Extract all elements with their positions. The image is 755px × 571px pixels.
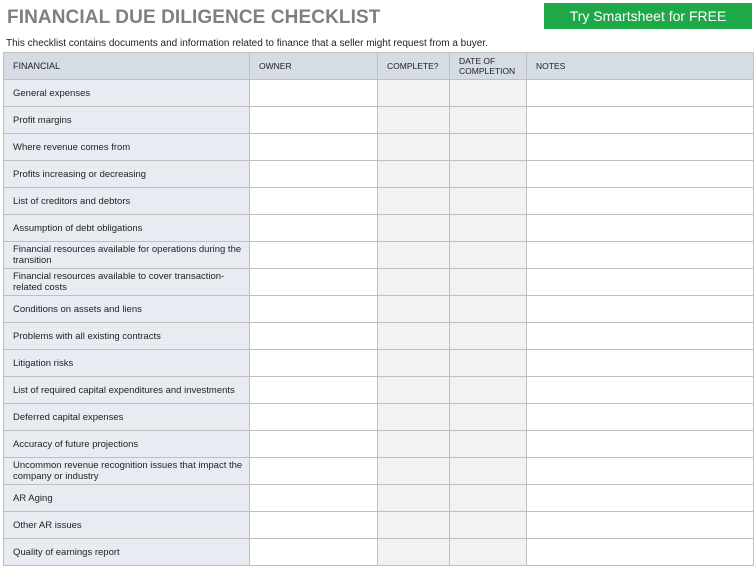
complete-cell[interactable] [378, 512, 450, 539]
date-of-completion-cell[interactable] [450, 539, 527, 566]
notes-cell[interactable] [527, 296, 754, 323]
notes-cell[interactable] [527, 350, 754, 377]
row-item-label: List of required capital expenditures and investments [4, 377, 250, 404]
date-of-completion-cell[interactable] [450, 188, 527, 215]
complete-cell[interactable] [378, 269, 450, 296]
date-of-completion-cell[interactable] [450, 512, 527, 539]
date-of-completion-cell[interactable] [450, 161, 527, 188]
notes-cell[interactable] [527, 134, 754, 161]
notes-cell[interactable] [527, 215, 754, 242]
row-item-label: Conditions on assets and liens [4, 296, 250, 323]
complete-cell[interactable] [378, 134, 450, 161]
notes-cell[interactable] [527, 512, 754, 539]
complete-cell[interactable] [378, 539, 450, 566]
complete-cell[interactable] [378, 485, 450, 512]
row-item-label: Quality of earnings report [4, 539, 250, 566]
complete-cell[interactable] [378, 350, 450, 377]
owner-cell[interactable] [250, 512, 378, 539]
owner-cell[interactable] [250, 215, 378, 242]
row-item-label: List of creditors and debtors [4, 188, 250, 215]
notes-cell[interactable] [527, 377, 754, 404]
page-subtitle: This checklist contains documents and information related to finance that a seller might request from a buyer. [6, 38, 488, 49]
complete-cell[interactable] [378, 323, 450, 350]
table-row [4, 539, 754, 566]
owner-cell[interactable] [250, 134, 378, 161]
row-item-label: Accuracy of future projections [4, 431, 250, 458]
owner-cell[interactable] [250, 269, 378, 296]
owner-cell[interactable] [250, 377, 378, 404]
row-item-label: Where revenue comes from [4, 134, 250, 161]
notes-cell[interactable] [527, 323, 754, 350]
date-of-completion-cell[interactable] [450, 134, 527, 161]
owner-cell[interactable] [250, 161, 378, 188]
row-item-label: General expenses [4, 80, 250, 107]
table-row [4, 377, 754, 404]
date-of-completion-cell[interactable] [450, 458, 527, 485]
row-item-label: Financial resources available to cover transaction-related costs [4, 269, 250, 296]
owner-cell[interactable] [250, 323, 378, 350]
owner-cell[interactable] [250, 431, 378, 458]
row-item-label: Assumption of debt obligations [4, 215, 250, 242]
date-of-completion-cell[interactable] [450, 215, 527, 242]
complete-cell[interactable] [378, 458, 450, 485]
notes-cell[interactable] [527, 269, 754, 296]
owner-cell[interactable] [250, 539, 378, 566]
table-row [4, 107, 754, 134]
row-item-label: Litigation risks [4, 350, 250, 377]
notes-cell[interactable] [527, 242, 754, 269]
notes-cell[interactable] [527, 404, 754, 431]
table-row [4, 161, 754, 188]
date-of-completion-cell[interactable] [450, 377, 527, 404]
row-item-label: Problems with all existing contracts [4, 323, 250, 350]
date-of-completion-cell[interactable] [450, 242, 527, 269]
column-header-owner: OWNER [250, 53, 378, 80]
row-item-label: Profits increasing or decreasing [4, 161, 250, 188]
table-row [4, 296, 754, 323]
table-row [4, 512, 754, 539]
row-item-label: Uncommon revenue recognition issues that impact the company or industry [4, 458, 250, 485]
row-item-label: Profit margins [4, 107, 250, 134]
try-smartsheet-button[interactable]: Try Smartsheet for FREE [544, 3, 752, 29]
complete-cell[interactable] [378, 161, 450, 188]
complete-cell[interactable] [378, 404, 450, 431]
table-row [4, 188, 754, 215]
row-item-label: Other AR issues [4, 512, 250, 539]
complete-cell[interactable] [378, 80, 450, 107]
column-header-financial: FINANCIAL [4, 53, 250, 80]
owner-cell[interactable] [250, 350, 378, 377]
owner-cell[interactable] [250, 242, 378, 269]
table-row [4, 134, 754, 161]
date-of-completion-cell[interactable] [450, 80, 527, 107]
notes-cell[interactable] [527, 80, 754, 107]
complete-cell[interactable] [378, 215, 450, 242]
column-header-notes: NOTES [527, 53, 754, 80]
owner-cell[interactable] [250, 296, 378, 323]
notes-cell[interactable] [527, 539, 754, 566]
complete-cell[interactable] [378, 296, 450, 323]
notes-cell[interactable] [527, 458, 754, 485]
date-of-completion-cell[interactable] [450, 107, 527, 134]
row-item-label: Financial resources available for operations during the transition [4, 242, 250, 269]
owner-cell[interactable] [250, 188, 378, 215]
date-of-completion-cell[interactable] [450, 485, 527, 512]
table-row [4, 431, 754, 458]
row-item-label: AR Aging [4, 485, 250, 512]
table-row [4, 215, 754, 242]
checklist-table [3, 52, 754, 566]
table-row [4, 323, 754, 350]
notes-cell[interactable] [527, 188, 754, 215]
notes-cell[interactable] [527, 107, 754, 134]
table-row [4, 269, 754, 296]
owner-cell[interactable] [250, 458, 378, 485]
page-title: FINANCIAL DUE DILIGENCE CHECKLIST [7, 7, 381, 28]
column-header-date-of-completion: DATE OF COMPLETION [450, 53, 527, 80]
notes-cell[interactable] [527, 161, 754, 188]
date-of-completion-cell[interactable] [450, 269, 527, 296]
row-item-label: Deferred capital expenses [4, 404, 250, 431]
table-row [4, 404, 754, 431]
table-row [4, 80, 754, 107]
complete-cell[interactable] [378, 188, 450, 215]
complete-cell[interactable] [378, 377, 450, 404]
complete-cell[interactable] [378, 242, 450, 269]
column-header-complete: COMPLETE? [378, 53, 450, 80]
owner-cell[interactable] [250, 80, 378, 107]
date-of-completion-cell[interactable] [450, 323, 527, 350]
table-row [4, 485, 754, 512]
complete-cell[interactable] [378, 431, 450, 458]
owner-cell[interactable] [250, 404, 378, 431]
notes-cell[interactable] [527, 431, 754, 458]
notes-cell[interactable] [527, 485, 754, 512]
table-row [4, 350, 754, 377]
header-row [4, 53, 754, 80]
table-row [4, 242, 754, 269]
table-row [4, 458, 754, 485]
owner-cell[interactable] [250, 485, 378, 512]
complete-cell[interactable] [378, 107, 450, 134]
date-of-completion-cell[interactable] [450, 404, 527, 431]
date-of-completion-cell[interactable] [450, 296, 527, 323]
date-of-completion-cell[interactable] [450, 350, 527, 377]
owner-cell[interactable] [250, 107, 378, 134]
date-of-completion-cell[interactable] [450, 431, 527, 458]
